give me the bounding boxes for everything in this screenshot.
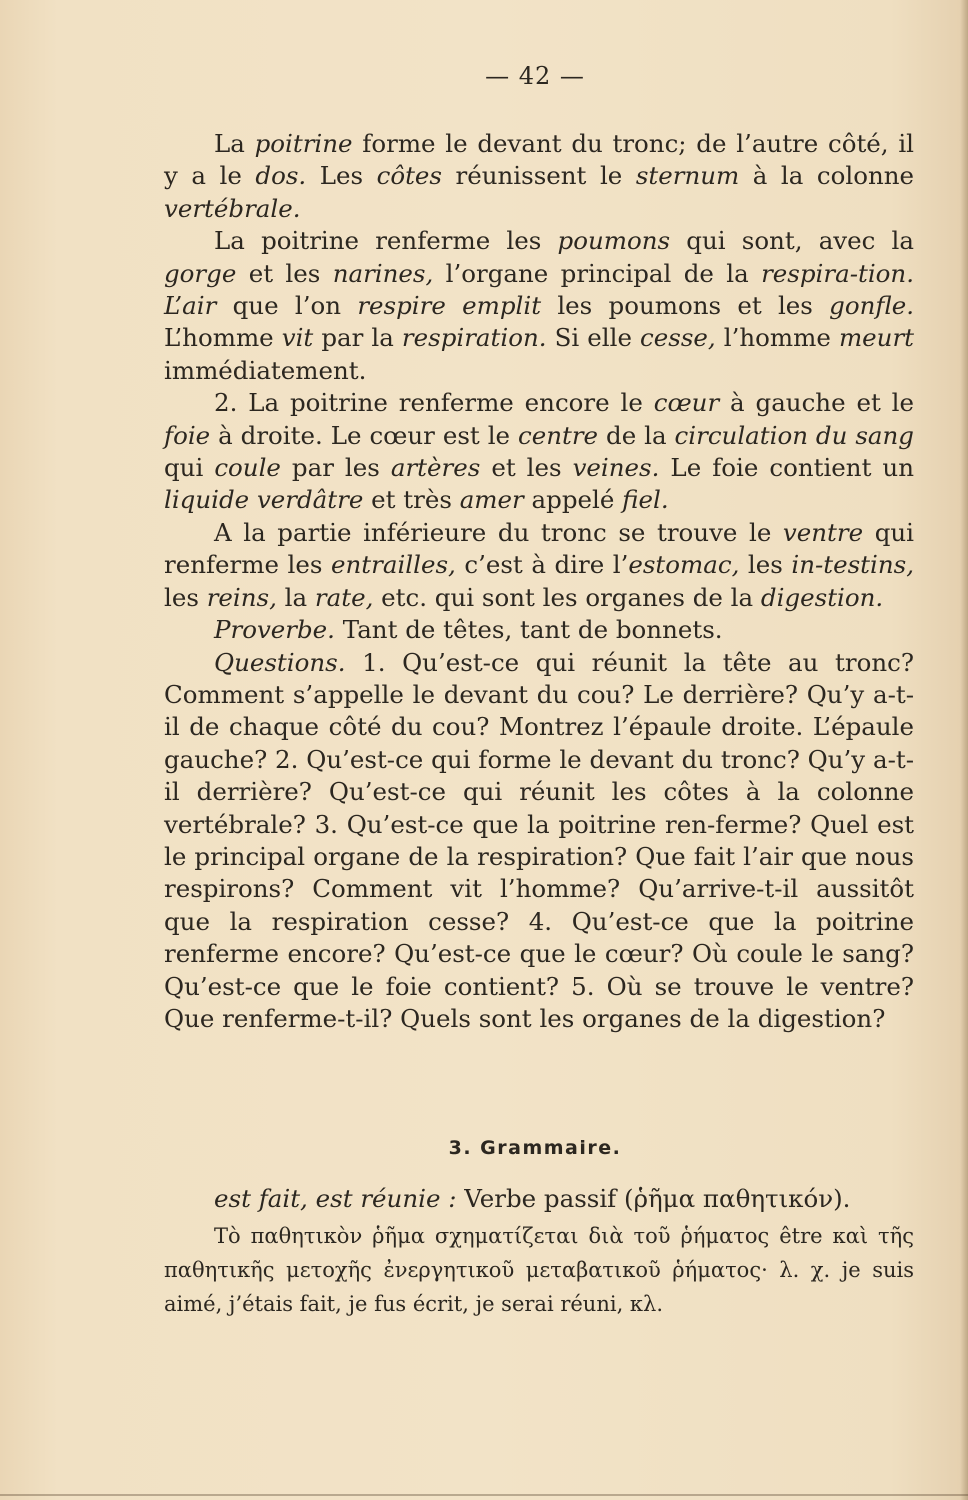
grammar-head <box>164 1182 914 1216</box>
para-3-text-run: et les <box>480 453 573 483</box>
para-3-text-run: à droite. Le cœur est le <box>210 420 518 450</box>
para-3-italic-term: amer <box>459 485 524 515</box>
para-2-italic-term: narines, <box>332 258 434 288</box>
grammar-head-text-run: Verbe passif (ῥῆμα παθητικόν). <box>456 1184 851 1213</box>
para-1-italic-term: côtes <box>376 161 442 191</box>
para-4-italic-term: estomac, <box>628 550 740 580</box>
para-2-italic-term: vit <box>281 323 314 353</box>
para-2-text-run: immédiatement. <box>164 355 367 385</box>
para-1-text-run: forme le devant du tronc; de l’autre côté, il y a le <box>164 129 914 191</box>
para-4-italic-term: in-testins, <box>791 550 915 580</box>
paragraph-heart-liver <box>164 387 914 517</box>
para-4-text-run: A la partie inférieure du tronc se trouve le <box>214 517 783 547</box>
para-4-text-run: etc. qui sont les organes de la <box>373 582 761 612</box>
para-4-text-run: la <box>276 582 315 612</box>
para-4-text-run: qui renferme les <box>164 517 914 580</box>
para-3-text-run: de la <box>598 420 675 450</box>
para-5-italic-term: Proverbe. <box>214 615 335 645</box>
grammar-body <box>164 1219 914 1321</box>
para-6-italic-term: Questions. <box>214 647 346 677</box>
body-text <box>164 128 914 1035</box>
grammar-body-text: Τὸ παθητικὸν ῥῆμα σχηματίζεται διὰ τοῦ ῥήματος être καὶ τῆς παθητικῆς μετοχῆς ἐνεργητικοῦ μεταβατικοῦ ῥήματος· λ. χ. je suis aimé, j’étais fait, je fus écrit, je serai réuni, κλ. <box>164 1224 914 1316</box>
paragraph-chest <box>164 128 914 225</box>
para-1-italic-term: vertébrale. <box>164 193 301 223</box>
section-heading: 3. Grammaire. <box>448 1137 622 1159</box>
para-2-italic-term: respiration. <box>401 323 547 353</box>
para-2-italic-term: poumons <box>557 226 671 256</box>
para-2-text-run: La poitrine renferme les <box>214 226 558 256</box>
bottom-edge <box>0 1494 968 1496</box>
para-4-text-run: les <box>164 582 207 612</box>
paragraph-questions <box>164 647 914 1036</box>
para-1-italic-term: sternum <box>635 161 740 191</box>
para-1-text-run: La <box>214 129 255 158</box>
para-1-text-run: réunissent le <box>442 161 636 191</box>
para-2-text-run: par la <box>313 323 402 353</box>
paragraph-proverb <box>164 614 914 646</box>
para-3-text-run: Le foie contient un <box>659 453 914 483</box>
para-3-text-run: qui <box>164 453 215 483</box>
para-4-italic-term: ventre <box>782 517 864 547</box>
paragraph-lungs <box>164 225 914 387</box>
para-4-italic-term: entrailles, <box>331 550 456 580</box>
para-2-text-run: l’organe principal de la <box>433 258 762 288</box>
para-1-text-run: à la colonne <box>739 161 914 191</box>
page-number: — 42 — <box>485 62 585 90</box>
para-2-italic-term: gonfle. <box>829 291 915 321</box>
para-5-text-run: Tant de têtes, tant de bonnets. <box>334 615 723 645</box>
para-3-italic-term: coule <box>214 453 281 483</box>
para-3-text-run: par les <box>280 453 391 483</box>
para-2-italic-term: meurt <box>838 323 915 353</box>
para-3-italic-term: fiel. <box>622 485 669 515</box>
para-3-text-run: 2. La poitrine renferme encore le <box>214 388 654 418</box>
para-1-text-run: Les <box>306 161 377 191</box>
para-3-italic-term: artères <box>390 453 481 483</box>
para-3-italic-term: centre <box>518 420 599 450</box>
para-2-italic-term: respira-tion. <box>761 258 914 288</box>
para-3-italic-term: veines. <box>572 453 660 483</box>
para-6-text-run: 1. Qu’est-ce qui réunit la tête au tronc? Comment s’appelle le devant du cou? Le derrière? Qu’y a-t-il de chaque côté du cou? Montrez l’épaule droite. L’épaule gauche? 2. Qu’est-ce qui forme le devant du tronc? Qu’y a-t-il derrière? Qu’est-ce qui réunit les côtes à la colonne vertébrale? 3. Qu’est-ce que la poitrine ren-ferme? Quel est le principal organe de la respiration? Que fait l’air que nous respirons? Comment vit l’homme? Qu’arrive-t-il aussitôt que la respiration cesse? 4. Qu’est-ce que la poitrine renferme encore? Qu’est-ce que le cœur? Où coule le sang? Qu’est-ce que le foie contient? 5. Où se trouve le ventre? Que renferme-t-il? Quels sont les organes de la digestion? <box>164 647 914 1033</box>
para-2-italic-term: L’air <box>164 291 217 321</box>
para-3-italic-term: circulation du sang <box>674 420 914 450</box>
grammar-section <box>164 1182 914 1321</box>
para-4-text-run: c’est à dire l’ <box>455 550 629 580</box>
para-3-italic-term: liquide verdâtre <box>164 485 364 515</box>
para-4-italic-term: digestion. <box>760 582 884 612</box>
para-2-text-run: que l’on <box>216 291 358 321</box>
paragraph-abdomen <box>164 517 914 614</box>
para-2-text-run: Si elle <box>546 323 641 353</box>
para-3-italic-term: cœur <box>653 388 720 418</box>
para-1-italic-term: poitrine <box>254 129 353 158</box>
para-4-text-run: les <box>739 550 792 580</box>
para-2-italic-term: cesse, <box>640 323 716 353</box>
para-2-text-run: l’homme <box>715 323 839 353</box>
para-2-text-run: et les <box>236 258 333 288</box>
para-1-italic-term: dos. <box>255 161 307 191</box>
page-edge-shadow <box>960 0 968 1500</box>
para-4-italic-term: reins, <box>206 582 277 612</box>
para-2-italic-term: gorge <box>164 258 237 288</box>
para-3-text-run: et très <box>363 485 460 515</box>
para-3-text-run: appelé <box>523 485 623 515</box>
para-2-text-run: les poumons et les <box>541 291 830 321</box>
para-2-italic-term: respire emplit <box>357 291 542 321</box>
para-4-italic-term: rate, <box>314 582 374 612</box>
para-2-text-run: qui sont, avec la <box>670 226 914 256</box>
para-3-italic-term: foie <box>164 420 211 450</box>
grammar-head-italic-term: est fait, est réunie : <box>214 1184 457 1213</box>
para-2-text-run: L’homme <box>164 323 282 353</box>
para-3-text-run: à gauche et le <box>719 388 914 418</box>
